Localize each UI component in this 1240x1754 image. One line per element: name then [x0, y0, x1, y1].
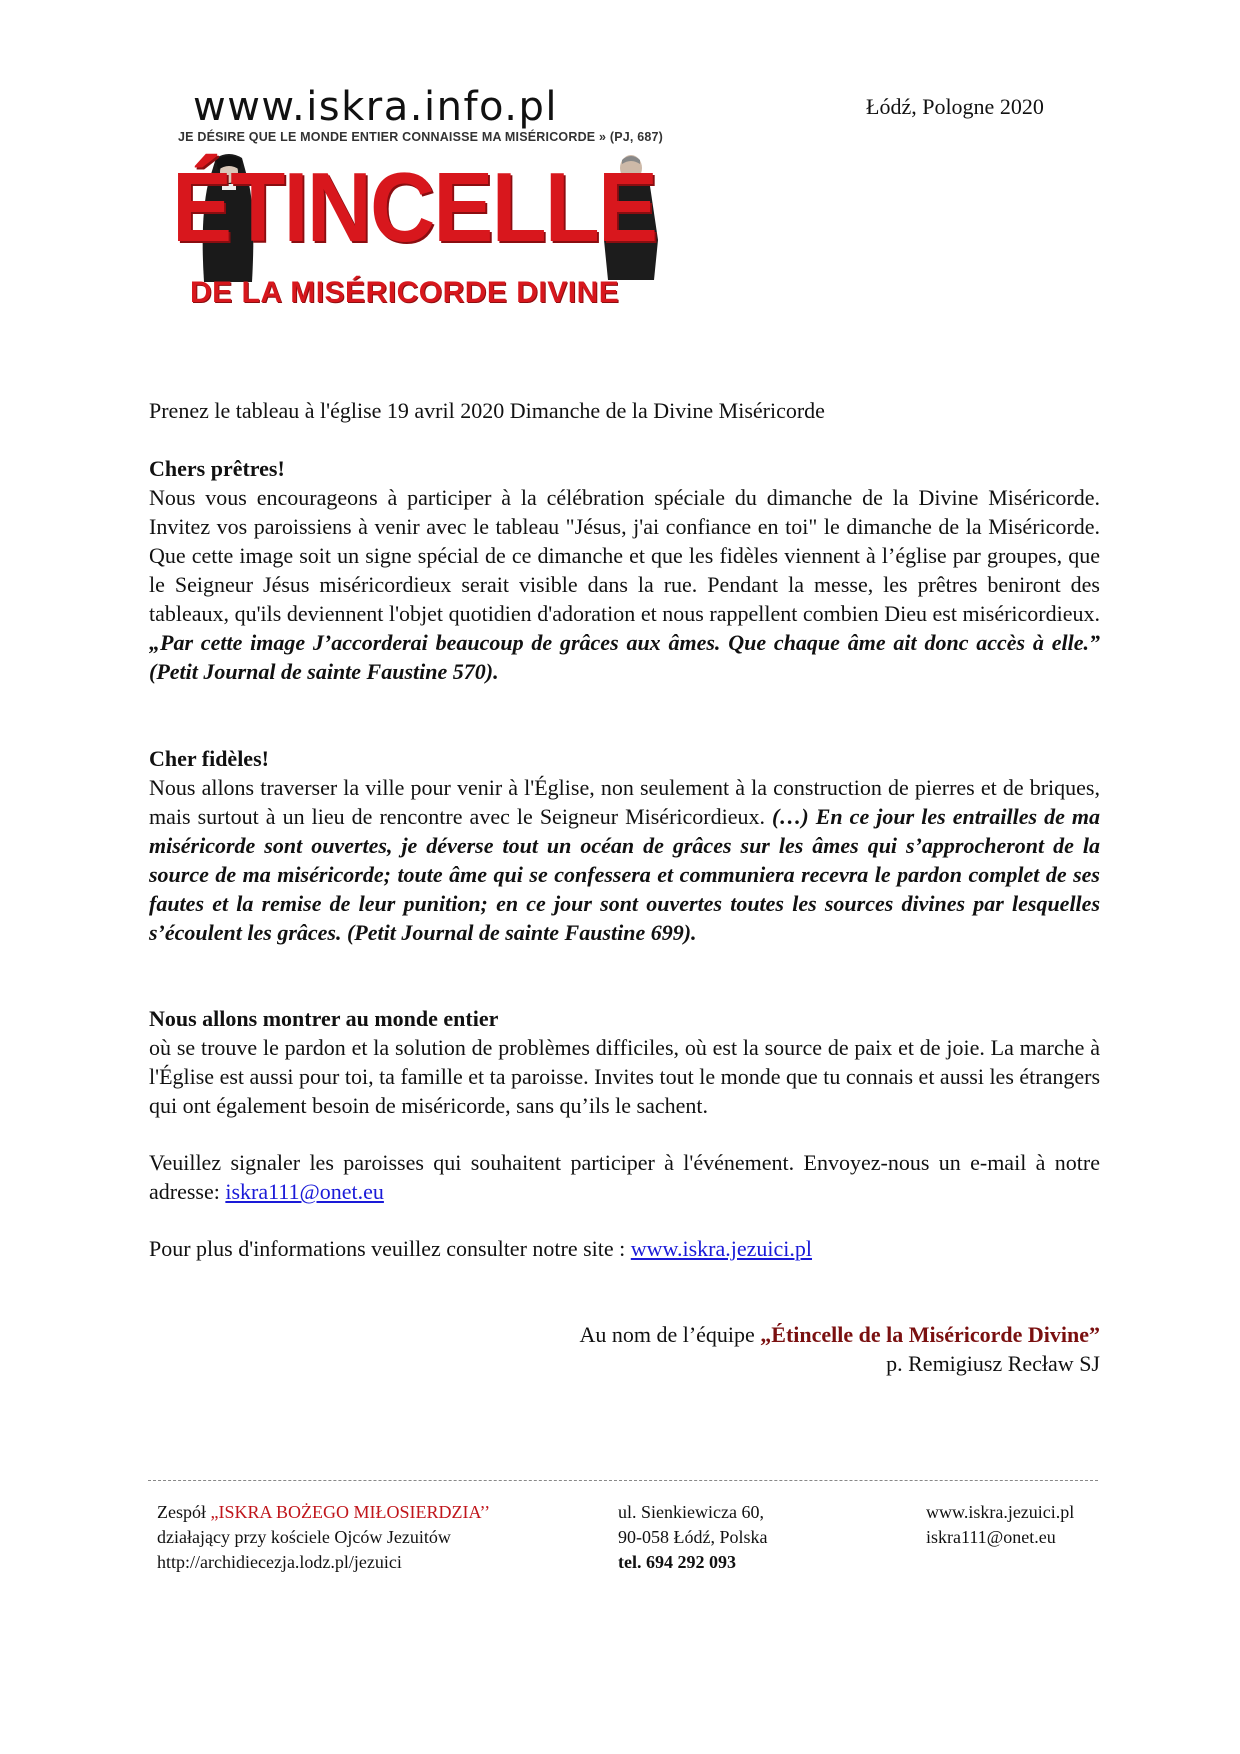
footer-city: 90-058 Łódź, Polska	[618, 1527, 768, 1547]
footer-divider	[148, 1480, 1098, 1481]
signature-prefix: Au nom de l’équipe	[579, 1322, 761, 1347]
footer-prefix: Zespół	[157, 1502, 211, 1522]
section-heading: Cher fidèles!	[149, 746, 269, 771]
section-faithful	[149, 744, 1100, 947]
footer-org-line: działający przy kościele Ojców Jezuitów	[157, 1527, 451, 1547]
website-link[interactable]: www.iskra.jezuici.pl	[630, 1236, 813, 1261]
footer-organization	[157, 1500, 490, 1575]
section-quote: „Par cette image J’accorderai beaucoup de grâces aux âmes. Que chaque âme ait donc accès à elle.” (Petit Journal de sainte Faustine 570).	[149, 630, 1100, 684]
team-name: „Étincelle de la Miséricorde Divine”	[760, 1322, 1100, 1347]
footer-website[interactable]: www.iskra.jezuici.pl	[926, 1502, 1075, 1522]
signature-block	[579, 1320, 1100, 1378]
section-heading: Nous allons montrer au monde entier	[149, 1006, 499, 1031]
section-website	[149, 1234, 1100, 1263]
section-heading: Chers prêtres!	[149, 456, 285, 481]
footer-contact	[926, 1500, 1074, 1550]
footer-street: ul. Sienkiewicza 60,	[618, 1502, 764, 1522]
signature-name: p. Remigiusz Recław SJ	[886, 1351, 1100, 1376]
intro-line: Prenez le tableau à l'église 19 avril 2020 Dimanche de la Divine Miséricorde	[149, 398, 825, 423]
section-priests	[149, 454, 1100, 686]
logo-subtitle: DE LA MISÉRICORDE DIVINE	[190, 276, 620, 309]
section-world	[149, 1004, 1100, 1120]
logo-url: www.iskra.info.pl	[193, 84, 559, 130]
logo-title: ÉTINCELLE	[172, 152, 657, 262]
section-contact	[149, 1148, 1100, 1206]
place-date: Łódź, Pologne 2020	[866, 94, 1044, 119]
section-text: où se trouve le pardon et la solution de problèmes difficiles, où est la source de paix et de joie. La marche à l'Église est aussi pour toi, ta famille et ta paroisse. Invites tout le monde que tu connais et aussi les étrangers qui ont également besoin de miséricorde, sans qu’ils le sachent.	[149, 1035, 1100, 1118]
logo-tagline: JE DÉSIRE QUE LE MONDE ENTIER CONNAISSE MA MISÉRICORDE » (PJ, 687)	[178, 130, 664, 144]
email-link[interactable]: iskra111@onet.eu	[225, 1179, 384, 1204]
footer-org-name: „ISKRA BOŻEGO MIŁOSIERDZIA’’	[210, 1502, 491, 1522]
section-text: Nous allons traverser la ville pour venir à l'Église, non seulement à la construction de pierres et de briques, mais surtout à un lieu de rencontre avec le Seigneur Miséricordieux.	[149, 775, 1100, 829]
footer-address	[618, 1500, 767, 1575]
footer-phone: tel. 694 292 093	[618, 1552, 736, 1572]
section-text: Pour plus d'informations veuillez consulter notre site :	[149, 1236, 631, 1261]
section-text: Veuillez signaler les paroisses qui souhaitent participer à l'événement. Envoyez-nous un e-mail à notre adresse:	[149, 1150, 1100, 1204]
footer-org-url[interactable]: http://archidiecezja.lodz.pl/jezuici	[157, 1552, 402, 1572]
footer-email[interactable]: iskra111@onet.eu	[926, 1527, 1056, 1547]
section-quote: (…) En ce jour les entrailles de ma miséricorde sont ouvertes, je déverse tout un océan de grâces sur les âmes qui s’approcheront de la source de ma miséricorde; toute âme qui se confessera et communiera recevra le pardon complet de ses fautes et la remise de leur punition; en ce jour sont ouvertes toutes les sources divines par lesquelles s’écoulent les grâces. (Petit Journal de sainte Faustine 699).	[149, 804, 1100, 945]
section-text: Nous vous encourageons à participer à la célébration spéciale du dimanche de la Divine Miséricorde. Invitez vos paroissiens à venir avec le tableau "Jésus, j'ai confiance en toi" le dimanche de la Miséricorde. Que cette image soit un signe spécial de ce dimanche et que les fidèles viennent à l’église par groupes, que le Seigneur Jésus miséricordieux serait visible dans la rue. Pendant la messe, les prêtres beniront des tableaux, qu'ils deviennent l'objet quotidien d'adoration et nous rappellent combien Dieu est miséricordieux.	[149, 485, 1100, 626]
